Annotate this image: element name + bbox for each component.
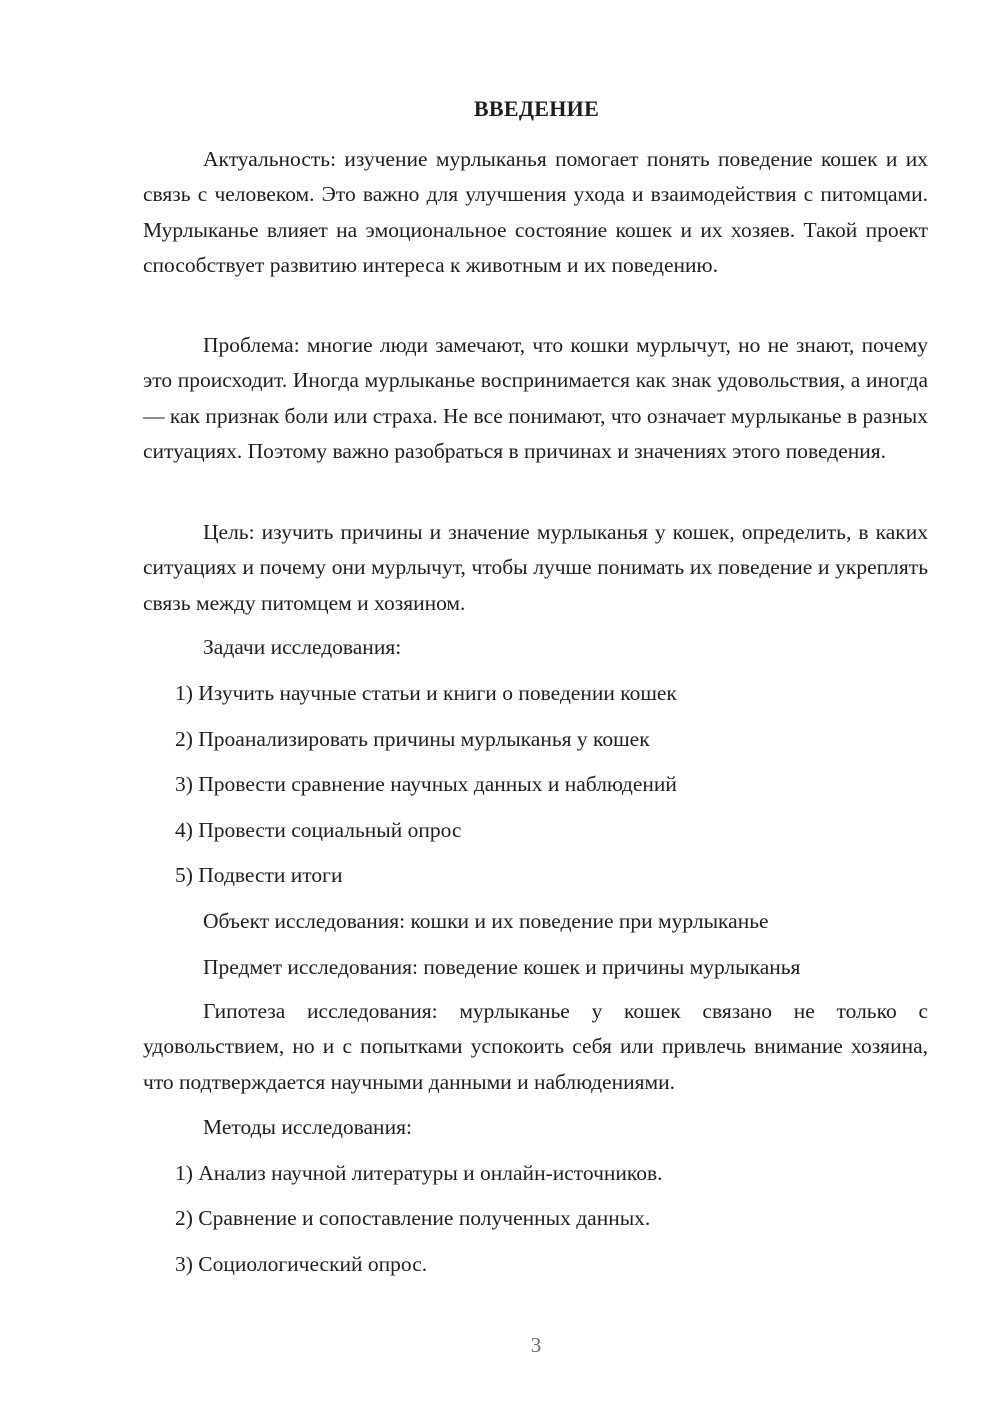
tasks-heading: Задачи исследования: [203,635,402,659]
problem-paragraph: Проблема: многие люди замечают, что кошки мурлычут, но не знают, почему это происходит. Иногда мурлыканье воспринимается как знак удовольствия, а иногда — как признак боли или страха. Не все понимают, что означает мурлыканье в разных ситуациях. Поэтому важно разобраться в причинах и значениях этого поведения. [143,333,928,463]
methods-heading: Методы исследования: [203,1115,412,1139]
hypothesis-paragraph: Гипотеза исследования: мурлыканье у кошек связано не только с удовольствием, но и с попытками успокоить себя или привлечь внимание хозяина, что подтверждается научными данными и наблюдениями. [143,999,928,1094]
task-item: 3) Провести сравнение научных данных и наблюдений [175,772,677,796]
goal-paragraph: Цель: изучить причины и значение мурлыканья у кошек, определить, в каких ситуациях и почему они мурлычут, чтобы лучше понимать их поведение и укреплять связь между питомцем и хозяином. [143,520,928,615]
research-subject: Предмет исследования: поведение кошек и причины мурлыканья [203,955,801,979]
task-item: 5) Подвести итоги [175,863,343,887]
section-title: ВВЕДЕНИЕ [473,96,600,121]
relevance-paragraph: Актуальность: изучение мурлыканья помогает понять поведение кошек и их связь с человеком. Это важно для улучшения ухода и взаимодействия с питомцами. Мурлыканье влияет на эмоциональное состояние кошек и их хозяев. Такой проект способствует развитию интереса к животным и их поведению. [143,147,928,277]
method-item: 1) Анализ научной литературы и онлайн-источников. [175,1161,663,1185]
method-item: 2) Сравнение и сопоставление полученных данных. [175,1206,651,1230]
method-item: 3) Социологический опрос. [175,1252,428,1276]
research-object: Объект исследования: кошки и их поведение при мурлыканье [203,909,769,933]
task-item: 2) Проанализировать причины мурлыканья у кошек [175,727,650,751]
page-number: 3 [530,1333,542,1357]
task-item: 1) Изучить научные статьи и книги о поведении кошек [175,681,677,705]
task-item: 4) Провести социальный опрос [175,818,462,842]
